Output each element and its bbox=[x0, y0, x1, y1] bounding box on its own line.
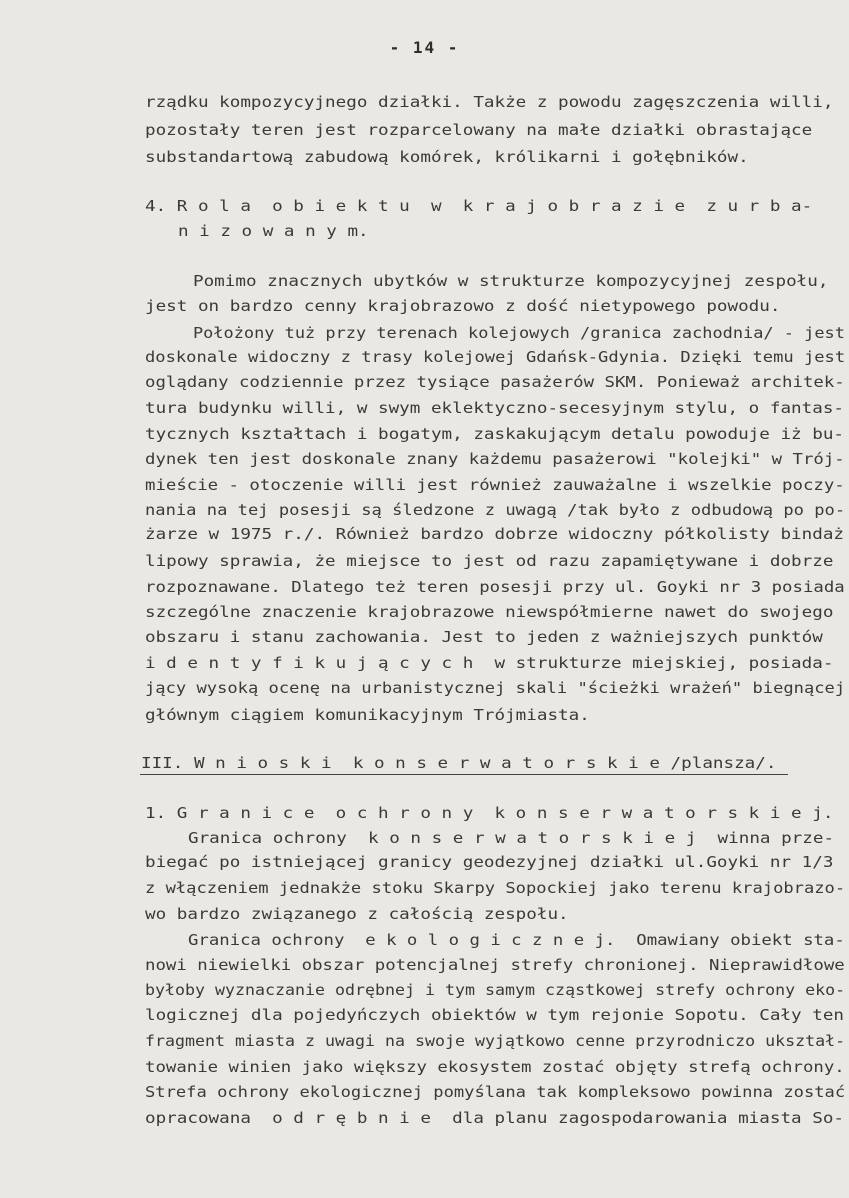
page-number: - 14 - bbox=[389, 38, 460, 57]
text-line: tycznych kształtach i bogatym, zaskakującym detalu powoduje iż bu- bbox=[145, 425, 845, 443]
text-line: jest on bardzo cenny krajobrazowo z dość nietypowego powodu. bbox=[145, 297, 781, 315]
text-line: Położony tuż przy terenach kolejowych /granica zachodnia/ - jest bbox=[193, 324, 845, 342]
text-line: głównym ciągiem komunikacyjnym Trójmiasta. bbox=[145, 706, 590, 724]
text-line: szczególne znaczenie krajobrazowe niewspółmierne nawet do swojego bbox=[145, 603, 834, 621]
text-line: rozpoznawane. Dlatego też teren posesji przy ul. Goyki nr 3 posiada bbox=[145, 578, 845, 596]
text-line: Strefa ochrony ekologicznej pomyślana tak kompleksowo powinna zostać bbox=[145, 1083, 846, 1101]
text-line: nowi niewielki obszar potencjalnej strefy chronionej. Nieprawidłowe bbox=[145, 956, 845, 974]
text-line: pozostały teren jest rozparcelowany na małe działki obrastające bbox=[145, 121, 813, 139]
text-line: jący wysoką ocenę na urbanistycznej skali "ścieżki wrażeń" biegnącej bbox=[145, 679, 846, 697]
text-line: 1. G r a n i c e o c h r o n y k o n s e r w a t o r s k i e j. bbox=[145, 804, 834, 822]
text-line: dynek ten jest doskonale znany każdemu pasażerowi "kolejki" w Trój- bbox=[145, 450, 845, 468]
text-line: tura budynku willi, w swym eklektyczno-secesyjnym stylu, o fantas- bbox=[145, 399, 845, 417]
text-line: byłoby wyznaczanie odrębnej i tym samym cząstkowej strefy ochrony eko- bbox=[145, 981, 846, 999]
text-line: obszaru i stanu zachowania. Jest to jeden z ważniejszych punktów bbox=[145, 628, 823, 646]
text-line: substandartową zabudową komórek, królikarni i gołębników. bbox=[145, 148, 749, 166]
text-line: towanie winien jako większy ekosystem zostać objęty strefą ochrony. bbox=[145, 1058, 845, 1076]
text-line: 4. R o l a o b i e k t u w k r a j o b r a z i e z u r b a- bbox=[145, 197, 813, 215]
text-line: oglądany codziennie przez tysiące pasażerów SKM. Ponieważ architek- bbox=[145, 373, 845, 391]
text-line: logicznej dla pojedyńczych obiektów w tym rejonie Sopotu. Cały ten bbox=[145, 1006, 845, 1024]
text-line: III. W n i o s k i k o n s e r w a t o r s k i e /plansza/. bbox=[141, 754, 777, 772]
section-heading-underline bbox=[140, 774, 788, 775]
text-line: rządku kompozycyjnego działki. Także z powodu zagęszczenia willi, bbox=[145, 93, 834, 111]
text-line: i d e n t y f i k u j ą c y c h w strukturze miejskiej, posiada- bbox=[145, 654, 834, 672]
text-line: doskonale widoczny z trasy kolejowej Gdańsk-Gdynia. Dzięki temu jest bbox=[145, 348, 846, 366]
text-line: Granica ochrony e k o l o g i c z n e j. Omawiany obiekt sta- bbox=[188, 931, 845, 949]
text-line: lipowy sprawia, że miejsce to jest od razu zapamiętywane i dobrze bbox=[145, 552, 834, 570]
text-line: n i z o w a n y m. bbox=[178, 222, 369, 240]
text-line: Granica ochrony k o n s e r w a t o r s k i e j winna prze- bbox=[188, 829, 835, 847]
text-line: opracowana o d r ę b n i e dla planu zagospodarowania miasta So- bbox=[145, 1109, 845, 1127]
text-line: Pomimo znacznych ubytków w strukturze kompozycyjnej zespołu, bbox=[193, 272, 829, 290]
text-line: żarze w 1975 r./. Również bardzo dobrze widoczny półkolisty bindaż bbox=[145, 525, 845, 543]
text-line: biegać po istniejącej granicy geodezyjnej działki ul.Goyki nr 1/3 bbox=[145, 853, 834, 871]
text-line: fragment miasta z uwagi na swoje wyjątkowo cenne przyrodniczo ukształ- bbox=[145, 1032, 846, 1050]
text-line: z włączeniem jednakże stoku Skarpy Sopockiej jako terenu krajobrazo- bbox=[145, 879, 846, 897]
text-line: mieście - otoczenie willi jest również zauważalne i wszelkie poczy- bbox=[145, 476, 845, 494]
text-line: nania na tej posesji są śledzone z uwagą /tak było z odbudową po po- bbox=[145, 501, 846, 519]
text-line: wo bardzo związanego z całością zespołu. bbox=[145, 905, 569, 923]
